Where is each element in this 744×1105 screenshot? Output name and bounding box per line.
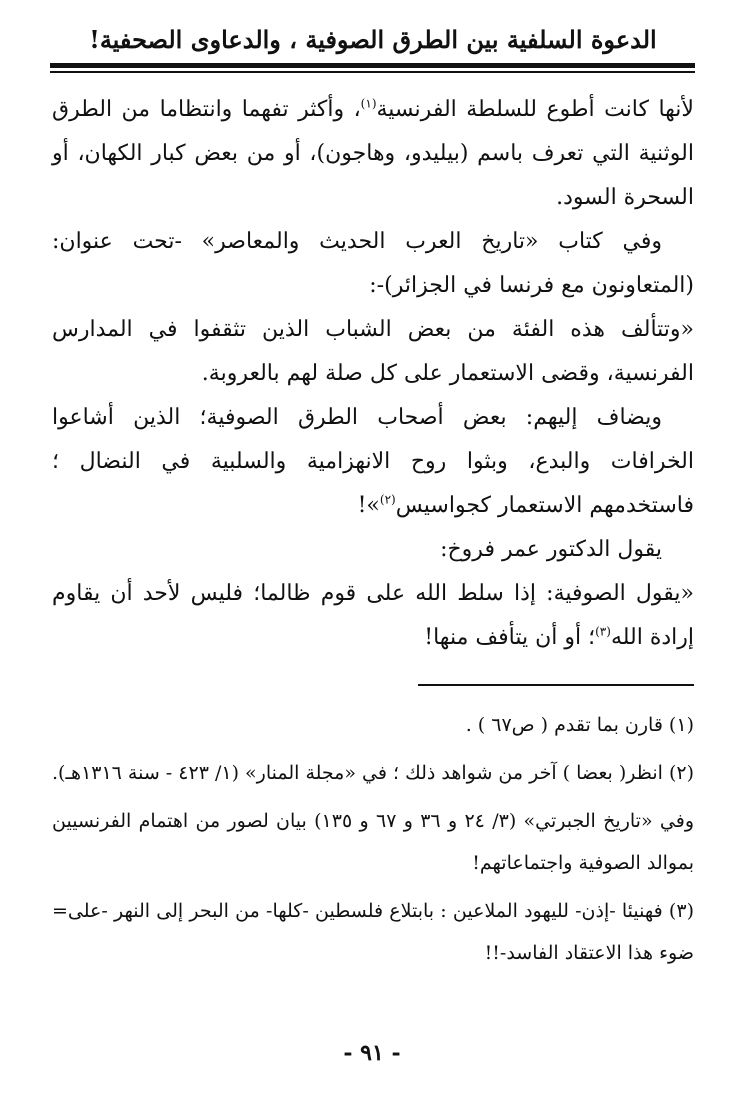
paragraph-2: وفي كتاب «تاريخ العرب الحديث والمعاصر» -تحت عنوان: (المتعاونون مع فرنسا في الجزائر)-:: [52, 229, 694, 298]
footnotes: [52, 704, 694, 980]
footnote-3: (٣) فهنيئا -إذن- لليهود الملاعين : بابتلاع فلسطين -كلها- من البحر إلى النهر -على ضوء هذا الاعتقاد الفاسد-!! =: [52, 890, 694, 974]
paragraph-6-quote: «يقول الصوفية: إذا سلط الله على قوم ظالما؛ فليس لأحد أن يقاوم إرادة الله$^{(٣)}$؛ أو أن يتأفف منها!: [52, 581, 694, 650]
paragraph-5: يقول الدكتور عمر فروخ:: [440, 537, 662, 562]
footnote-separator: [418, 684, 694, 686]
main-text: [52, 88, 694, 660]
footnote-ref-3: (٣): [595, 624, 611, 639]
header-rule-thick: [50, 63, 695, 68]
continuation-mark: =: [52, 900, 68, 922]
footnote-ref-2: (٢): [379, 492, 396, 507]
footnote-1: (١) قارن بما تقدم ( ص٦٧ ) .: [465, 714, 694, 736]
paragraph-3-quote: «وتتألف هذه الفئة من بعض الشباب الذين تثقفوا في المدارس الفرنسية، وقضى الاستعمار على كل صلة لهم بالعروبة.: [52, 317, 694, 386]
footnote-ref-1: (١): [360, 96, 377, 111]
header-rule-thin: [50, 71, 695, 73]
paragraph-1: لأنها كانت أطوع للسلطة الفرنسية$^{(١)}$، وأكثر تفهما وانتظاما من الطرق الوثنية التي تعرف باسم (بيليدو، وهاجون)، أو من بعض كبار الكهان، أو السحرة السود.: [52, 96, 694, 210]
page-number: - ٩١ -: [343, 1040, 401, 1066]
running-header-title: الدعوة السلفية بين الطرق الصوفية ، والدعاوى الصحفية!: [89, 25, 657, 54]
footnote-2-continued: وفي «تاريخ الجبرتي» (٣/ ٢٤ و ٣٦ و ٦٧ و ١٣٥) بيان لصور من اهتمام الفرنسيين بموالد الصوفية واجتماعاتهم!: [52, 810, 694, 874]
paragraph-4: ويضاف إليهم: بعض أصحاب الطرق الصوفية؛ الذين أشاعوا الخرافات والبدع، وبثوا روح الانهزامية والسلبية في النضال ؛ فاستخدمهم الاستعمار كجواسيس$^{(٢)}$»!: [52, 405, 694, 518]
footnote-2: (٢) انظر( بعضا ) آخر من شواهد ذلك ؛ في «مجلة المنار» (١/ ٤٢٣ - سنة ١٣١٦هـ).: [52, 762, 694, 784]
